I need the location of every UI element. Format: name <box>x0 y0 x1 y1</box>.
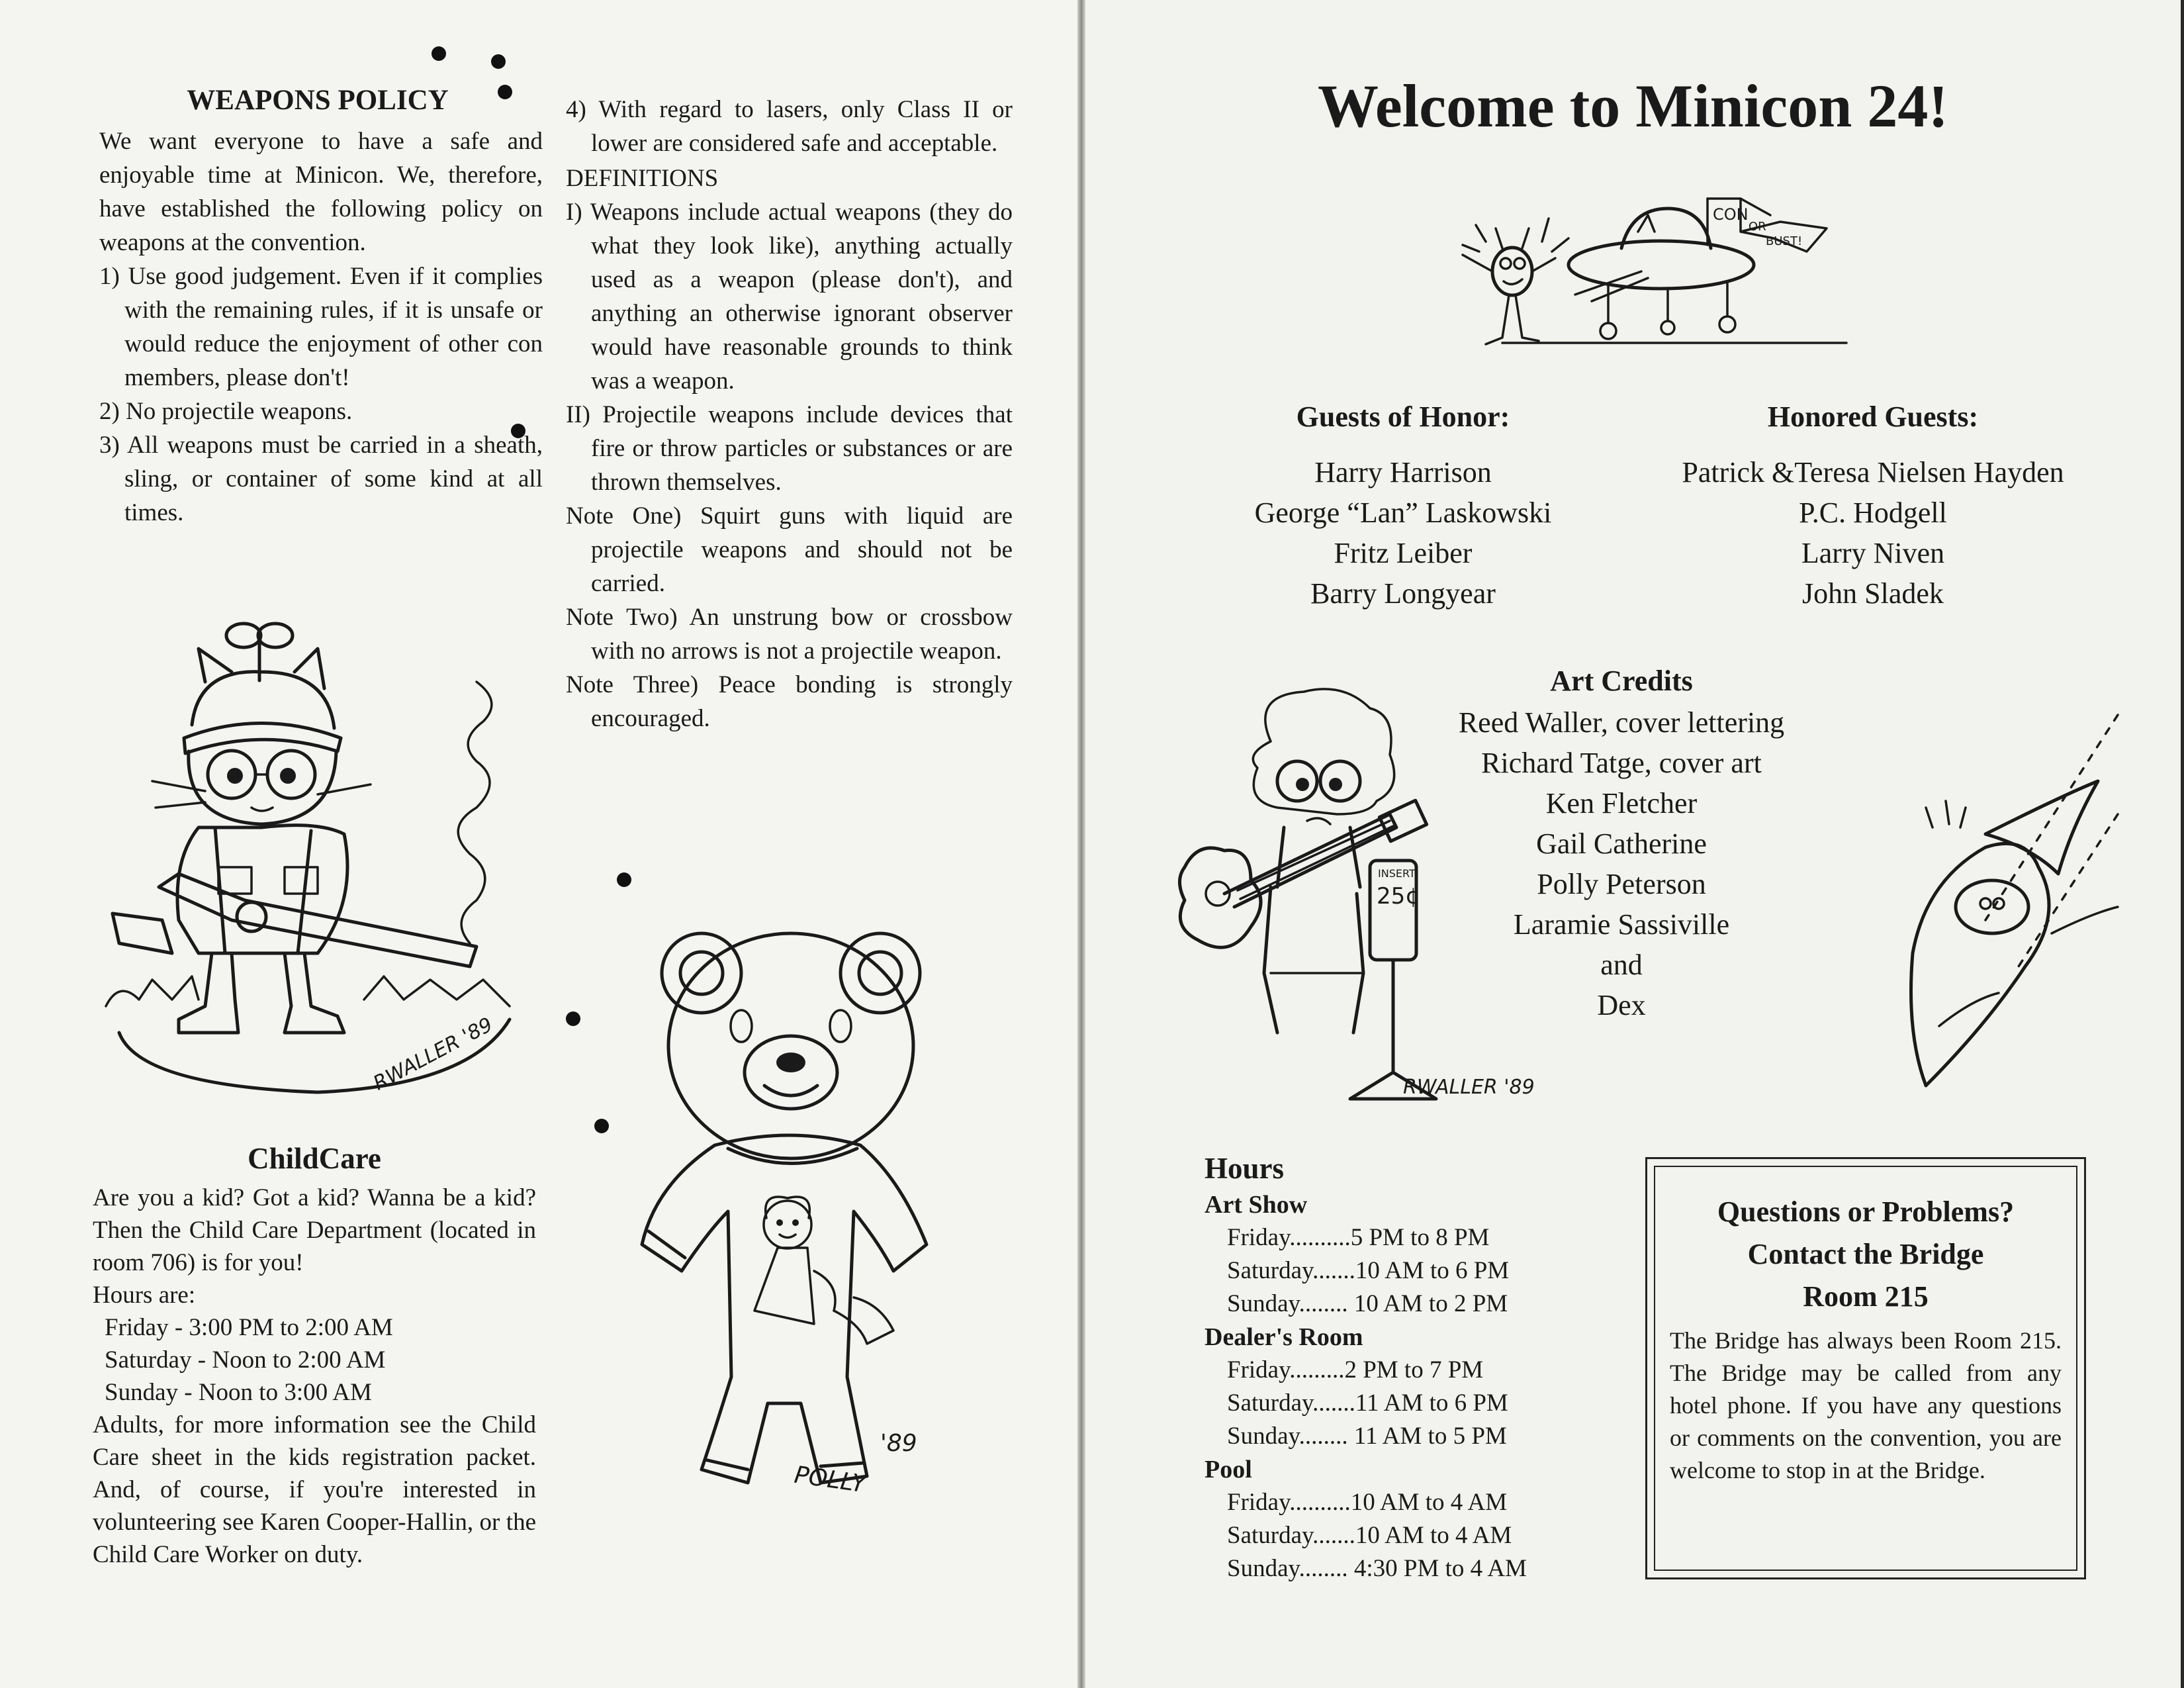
honored-guest-name: Patrick &Teresa Nielsen Hayden <box>1682 456 2064 489</box>
hours-row: Sunday........ 11 AM to 5 PM <box>1227 1423 1507 1450</box>
art-credit-name: Gail Catherine <box>1536 827 1707 860</box>
weapons-rule-4: 4) With regard to lasers, only Class II or lower are considered safe and acceptable. <box>566 96 1013 157</box>
bridge-room-number: Room 215 <box>1803 1280 1929 1313</box>
hours-section <box>1205 1149 1575 1585</box>
note-two: Note Two) An unstrung bow or crossbow with no arrows is not a projectile weapon. <box>566 604 1013 665</box>
honored-guests-heading: Honored Guests: <box>1767 400 1979 433</box>
flag-text-bust: BUST! <box>1766 234 1803 248</box>
hours-row: Friday..........10 AM to 4 AM <box>1227 1489 1508 1516</box>
weapons-rule-1: 1) Use good judgement. Even if it complies with the remaining rules, if it is unsafe or would reduce the enjoyment of other con members, please don't! <box>99 263 543 391</box>
left-page <box>0 0 1077 1688</box>
definition-projectile: II) Projectile weapons include devices that fire or throw particles or substances or are thrown themselves. <box>566 401 1013 496</box>
childcare-intro: Are you a kid? Got a kid? Wanna be a kid? Then the Child Care Department (located in room 706) is for you! <box>93 1184 536 1276</box>
art-credit-name: Polly Peterson <box>1537 868 1706 900</box>
guest-of-honor-name: Barry Longyear <box>1310 577 1496 610</box>
art-credit-name: Ken Fletcher <box>1545 787 1698 820</box>
hours-row: Sunday........ 4:30 PM to 4 AM <box>1227 1555 1527 1582</box>
guest-of-honor-name: George “Lan” Laskowski <box>1254 496 1552 529</box>
teddy-bear-illustration <box>615 900 986 1516</box>
honored-guest-name: Larry Niven <box>1801 537 1945 569</box>
note-one: Note One) Squirt guns with liquid are projectile weapons and should not be carried. <box>566 502 1013 597</box>
bear-art-year: '89 <box>880 1430 917 1457</box>
hours-heading: Hours <box>1205 1152 1285 1185</box>
punch-dot <box>491 54 506 69</box>
hours-row: Friday.........2 PM to 7 PM <box>1227 1356 1484 1383</box>
punch-dot <box>617 872 631 887</box>
childcare-section <box>93 1135 536 1571</box>
honored-guests-section <box>1648 394 2098 614</box>
bear-art-signature: POLLY <box>792 1461 868 1499</box>
hours-dealers-room-label: Dealer's Room <box>1205 1323 1363 1351</box>
weapons-rule-2: 2) No projectile weapons. <box>99 398 353 425</box>
weapons-intro: We want everyone to have a safe and enjoyable time at Minicon. We, therefore, have established the following policy on weapons at the convention. <box>99 128 543 256</box>
hours-row: Friday..........5 PM to 8 PM <box>1227 1224 1490 1251</box>
art-credit-name: Laramie Sassiville <box>1513 908 1730 941</box>
definition-weapons: I) Weapons include actual weapons (they do what they look like), anything actually used as a weapon (please don't), and anything an otherwise ignorant observer would have reasonable grounds to think was a weapon. <box>566 199 1013 395</box>
childcare-hours-label: Hours are: <box>93 1282 196 1309</box>
rocket-ship-illustration <box>1787 715 2131 1125</box>
guest-of-honor-name: Fritz Leiber <box>1334 537 1473 569</box>
art-credit-name: and <box>1600 949 1643 981</box>
cat-art-signature: RWALLER '89 <box>369 1013 497 1096</box>
meter-insert-label: INSERT <box>1378 867 1416 880</box>
hours-row: Saturday.......11 AM to 6 PM <box>1227 1389 1508 1417</box>
bridge-body-text: The Bridge has always been Room 215. The Bridge may be called from any hotel phone. If you have any questions or comments on the convention, you are welcome to stop in at the Bridge. <box>1670 1327 2062 1483</box>
right-page <box>1085 0 2181 1688</box>
welcome-title: Welcome to Minicon 24! <box>1317 72 1949 140</box>
hours-row: Saturday.......10 AM to 6 PM <box>1227 1257 1510 1284</box>
hours-row: Sunday........ 10 AM to 2 PM <box>1227 1290 1508 1317</box>
flag-text-or: OR <box>1749 220 1766 234</box>
art-credit-name: Reed Waller, cover lettering <box>1458 706 1785 739</box>
weapons-policy-section <box>99 79 543 530</box>
guests-of-honor-section <box>1218 394 1588 614</box>
art-credits-heading: Art Credits <box>1550 665 1693 697</box>
bridge-heading-line-2: Contact the Bridge <box>1747 1238 1984 1270</box>
bridge-contact-box <box>1645 1157 2086 1579</box>
childcare-hours-saturday: Saturday - Noon to 2:00 AM <box>105 1346 386 1374</box>
hours-art-show-label: Art Show <box>1205 1191 1308 1219</box>
note-three: Note Three) Peace bonding is strongly encouraged. <box>566 671 1013 732</box>
guests-of-honor-heading: Guests of Honor: <box>1296 400 1510 433</box>
punch-dot <box>432 46 446 61</box>
weapons-rule-3: 3) All weapons must be carried in a sheath, sling, or container of some kind at all times. <box>99 432 543 526</box>
honored-guest-name: P.C. Hodgell <box>1799 496 1947 529</box>
weapons-policy-title: WEAPONS POLICY <box>187 85 449 116</box>
guest-of-honor-name: Harry Harrison <box>1314 456 1492 489</box>
meter-price: 25¢ <box>1377 883 1420 910</box>
hours-row: Saturday.......10 AM to 4 AM <box>1227 1522 1512 1549</box>
art-credit-name: Dex <box>1597 989 1646 1021</box>
childcare-outro: Adults, for more information see the Child Care sheet in the kids registration packet. And, of course, if you're interested in volunteering see Karen Cooper-Hallin, or the Child Care Worker on duty. <box>93 1411 536 1568</box>
honored-guest-name: John Sladek <box>1802 577 1944 610</box>
bridge-heading-line-1: Questions or Problems? <box>1717 1196 2015 1228</box>
art-credit-name: Richard Tatge, cover art <box>1481 747 1762 779</box>
guitar-art-signature: RWALLER '89 <box>1403 1076 1535 1099</box>
definitions-title: DEFINITIONS <box>566 165 719 192</box>
punch-dot <box>566 1011 580 1026</box>
weapons-definitions-section <box>566 93 1013 735</box>
childcare-title: ChildCare <box>248 1142 381 1175</box>
childcare-hours-sunday: Sunday - Noon to 3:00 AM <box>105 1379 372 1406</box>
punch-dot <box>594 1119 609 1133</box>
guitar-player-illustration <box>1171 688 1542 1112</box>
book-gutter <box>1077 0 1085 1688</box>
flag-text-con: CON <box>1713 205 1749 224</box>
hours-pool-label: Pool <box>1205 1456 1252 1483</box>
ufo-illustration <box>1449 179 1860 357</box>
childcare-hours-friday: Friday - 3:00 PM to 2:00 AM <box>105 1314 393 1341</box>
